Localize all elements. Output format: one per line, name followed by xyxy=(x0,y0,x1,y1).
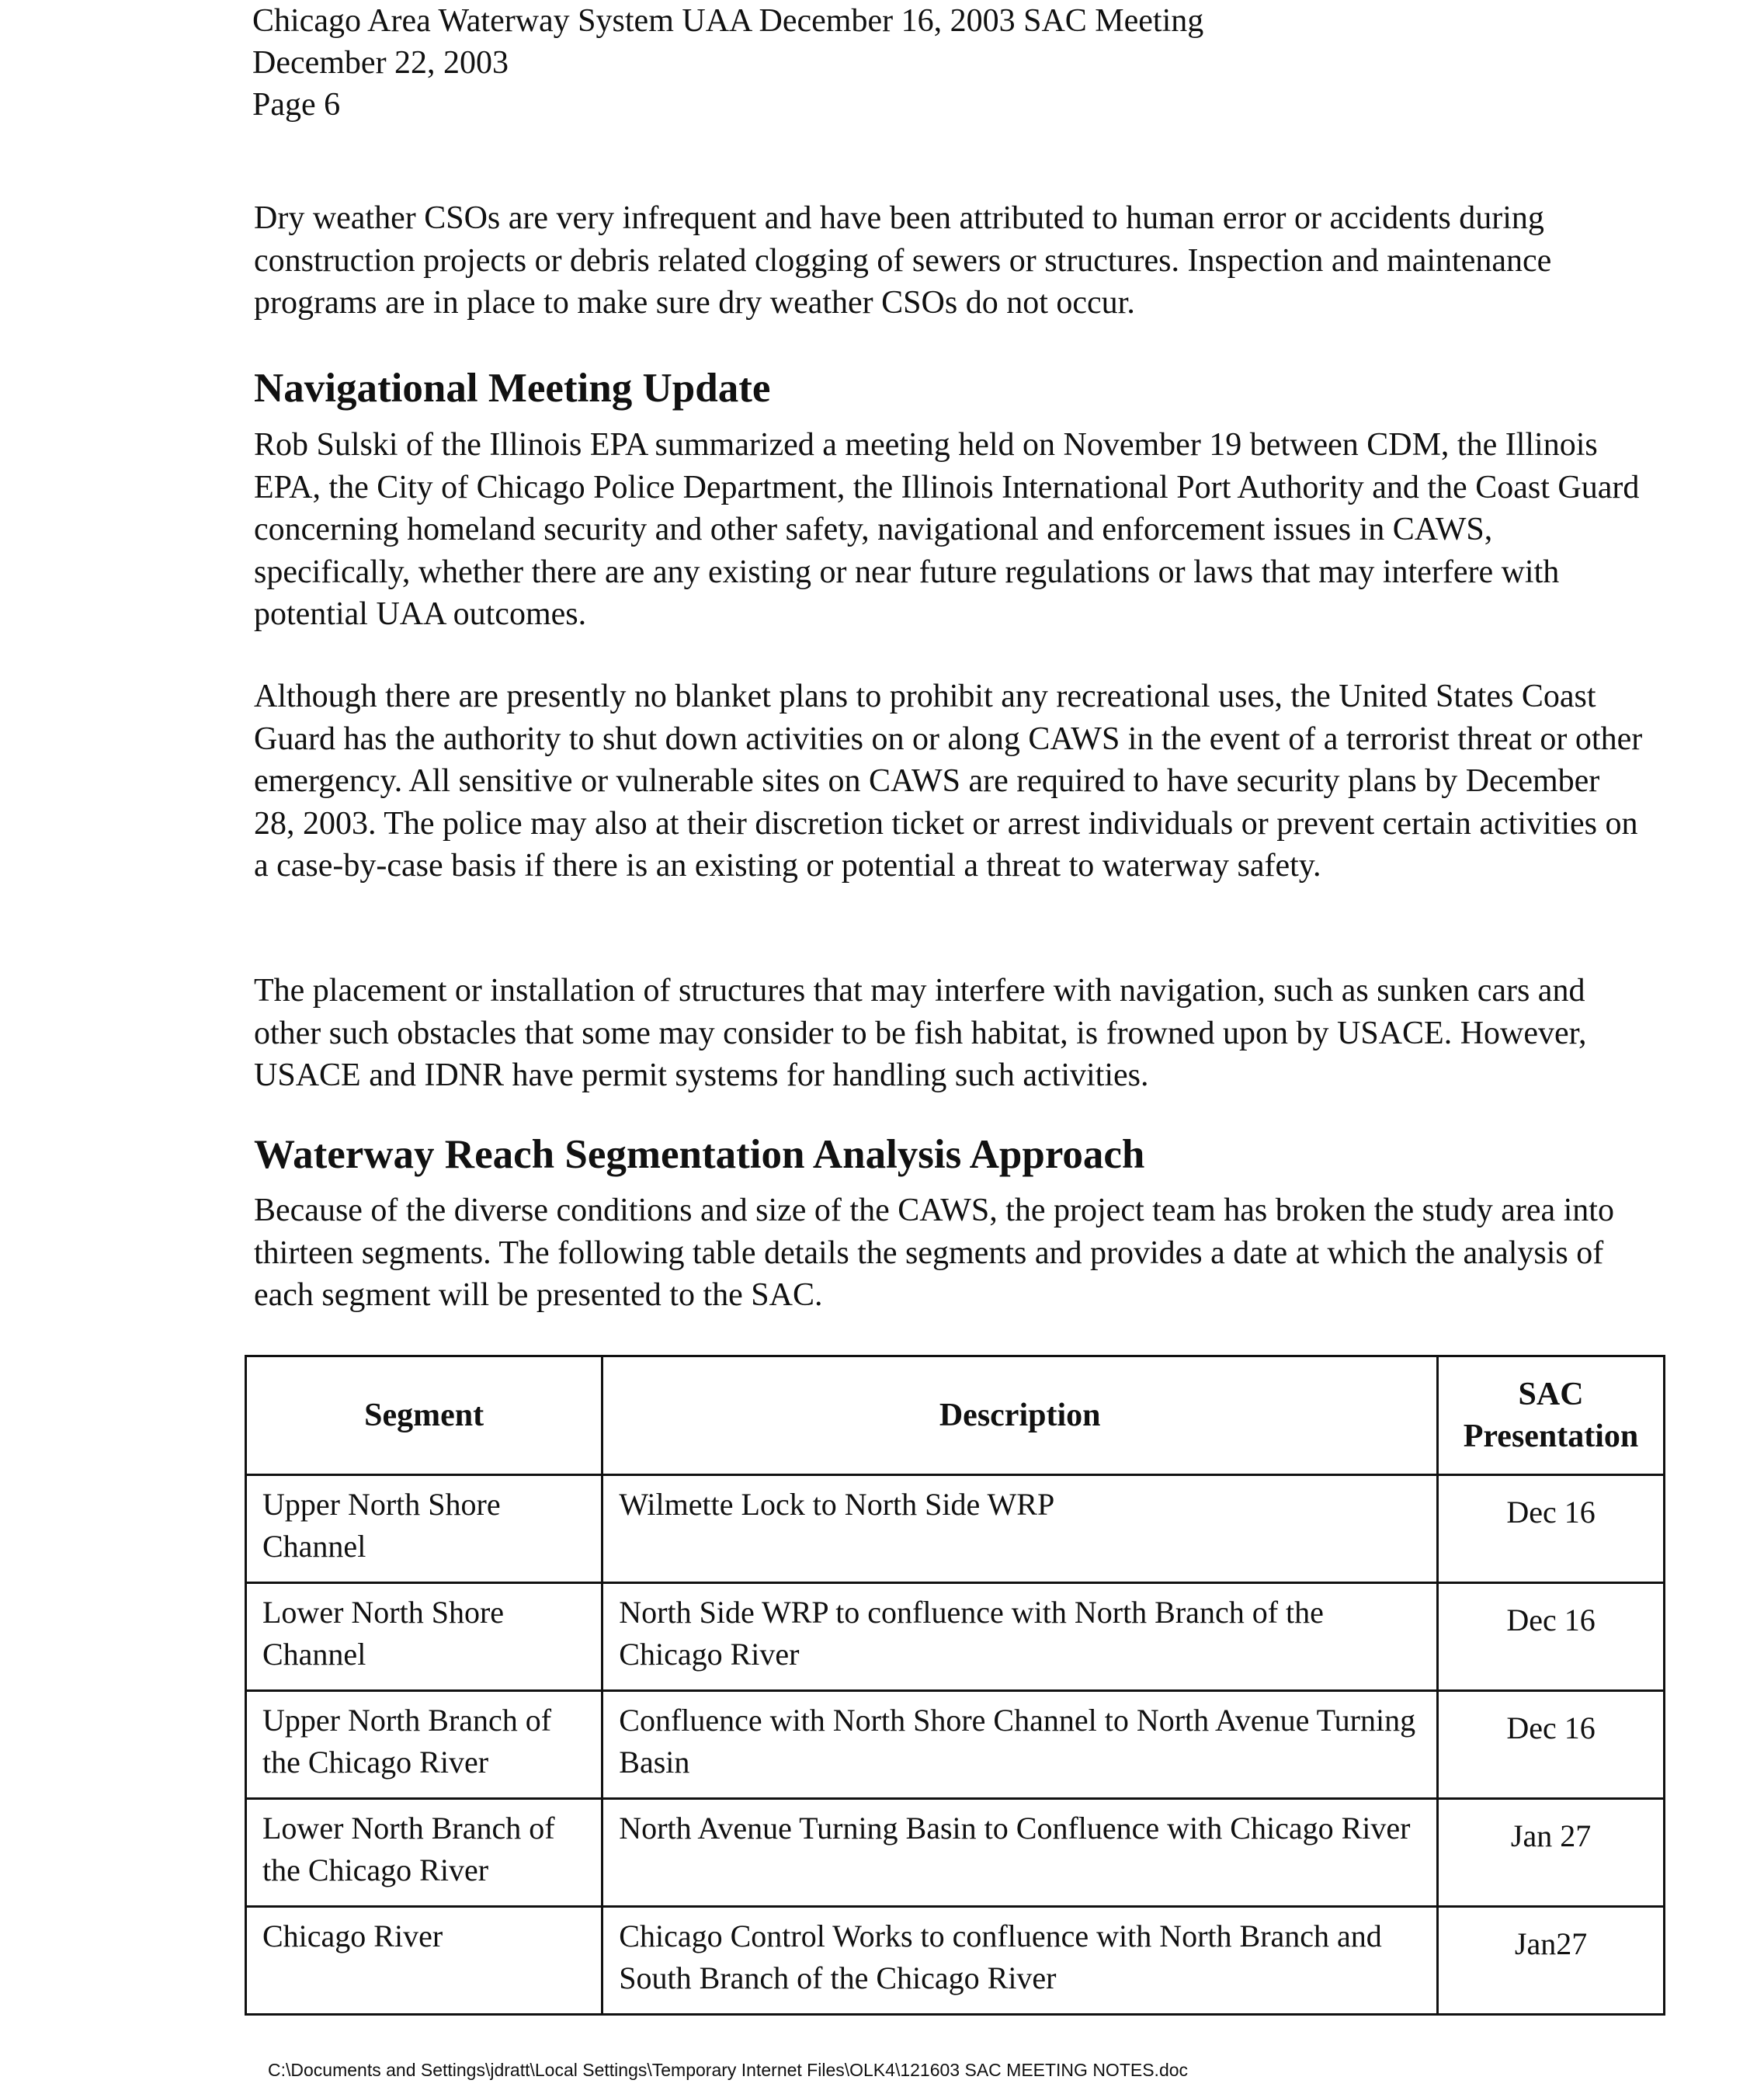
table-header-row xyxy=(246,1356,1665,1475)
header-date: December 22, 2003 xyxy=(252,45,509,81)
navigational-paragraph-1: Rob Sulski of the Illinois EPA summarized a meeting held on November 19 between CDM, the Illinois EPA, the City of Chicago Police Department, the Illinois International Port Authority and the Coast Guard concerning homeland security and other safety, navigational and enforcement issues in CAWS, specifically, whether there are any existing or near future regulations or laws that may interfere with potential UAA outcomes. xyxy=(254,427,1640,632)
description-cell: Confluence with North Shore Channel to North Avenue Turning Basin xyxy=(602,1691,1438,1799)
description-cell: North Avenue Turning Basin to Confluence with Chicago River xyxy=(602,1799,1438,1907)
table-row xyxy=(246,1907,1665,2015)
document-file-path: C:\Documents and Settings\jdratt\Local Settings\Temporary Internet Files\OLK4\121603 SAC MEETING NOTES.doc xyxy=(268,2060,1189,2080)
column-header-sac-presentation xyxy=(1438,1356,1665,1475)
column-header-sac: SAC xyxy=(1518,1377,1584,1412)
description-cell: North Side WRP to confluence with North Branch of the Chicago River xyxy=(602,1583,1438,1691)
sac-date-cell: Jan27 xyxy=(1438,1907,1665,2015)
table-row xyxy=(246,1475,1665,1583)
navigational-paragraph-3: The placement or installation of structures that may interfere with navigation, such as sunken cars and other such obstacles that some may consider to be fish habitat, is frowned upon by USACE. However, USACE and IDNR have permit systems for handling such activities. xyxy=(254,973,1587,1093)
segmentation-paragraph: Because of the diverse conditions and size of the CAWS, the project team has broken the study area into thirteen segments. The following table details the segments and provides a date at which the analysis of each segment will be presented to the SAC. xyxy=(254,1193,1614,1313)
sac-date-cell: Dec 16 xyxy=(1438,1583,1665,1691)
column-header-description: Description xyxy=(602,1356,1438,1475)
intro-paragraph: Dry weather CSOs are very infrequent and have been attributed to human error or accidents during construction projects or debris related clogging of sewers or structures. Inspection and maintenance programs are in place to make sure dry weather CSOs do not occur. xyxy=(254,200,1552,321)
segment-cell: Lower North Branch of the Chicago River xyxy=(246,1799,602,1907)
segment-cell: Upper North Shore Channel xyxy=(246,1475,602,1583)
segment-cell: Lower North Shore Channel xyxy=(246,1583,602,1691)
section-heading-segmentation: Waterway Reach Segmentation Analysis Approach xyxy=(254,1132,1145,1177)
segment-cell: Upper North Branch of the Chicago River xyxy=(246,1691,602,1799)
table-row xyxy=(246,1691,1665,1799)
header-page-number: Page 6 xyxy=(252,87,341,123)
table-row xyxy=(246,1583,1665,1691)
sac-date-cell: Dec 16 xyxy=(1438,1475,1665,1583)
navigational-paragraph-2: Although there are presently no blanket plans to prohibit any recreational uses, the United States Coast Guard has the authority to shut down activities on or along CAWS in the event of a terrorist threat or other emergency. All sensitive or vulnerable sites on CAWS are required to have security plans by December 28, 2003. The police may also at their discretion ticket or arrest individuals or prevent certain activities on a case-by-case basis if there is an existing or potential a threat to waterway safety. xyxy=(254,679,1643,884)
column-header-segment: Segment xyxy=(246,1356,602,1475)
page-header xyxy=(252,0,1203,126)
segment-cell: Chicago River xyxy=(246,1907,602,2015)
header-title: Chicago Area Waterway System UAA December 16, 2003 SAC Meeting xyxy=(252,3,1204,39)
description-cell: Chicago Control Works to confluence with North Branch and South Branch of the Chicago River xyxy=(602,1907,1438,2015)
description-cell: Wilmette Lock to North Side WRP xyxy=(602,1475,1438,1583)
column-header-presentation: Presentation xyxy=(1463,1419,1639,1454)
section-heading-navigational: Navigational Meeting Update xyxy=(254,366,771,411)
sac-date-cell: Dec 16 xyxy=(1438,1691,1665,1799)
segments-table xyxy=(245,1355,1665,2016)
table-row xyxy=(246,1799,1665,1907)
sac-date-cell: Jan 27 xyxy=(1438,1799,1665,1907)
